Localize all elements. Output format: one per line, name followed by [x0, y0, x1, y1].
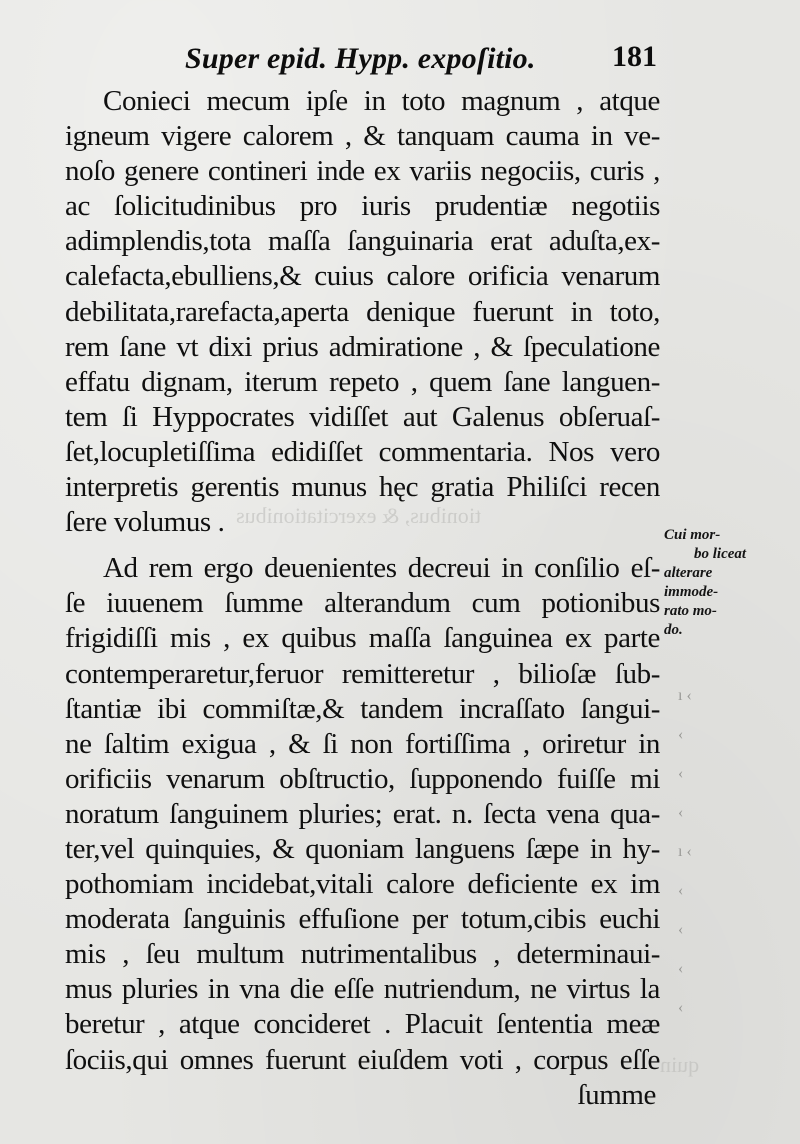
text-line: pothomiam incidebat,vitali calore deficiente ex im — [65, 868, 660, 901]
text-line: ſociis,qui omnes fuerunt eiuſdem voti , corpus eſſe — [65, 1043, 660, 1076]
marginal-note-line: alterare — [664, 565, 713, 581]
text-line: orificiis venarum obſtructio, ſupponendo fuiſſe mi — [65, 762, 660, 795]
marginal-note-line: rato mo- — [664, 603, 717, 619]
text-line: mis , ſeu multum nutrimentalibus , determinaui- — [65, 938, 660, 971]
marginal-note-line: Cui mor- — [664, 527, 721, 543]
text-line: ne ſaltim exigua , & ſi non fortiſſima , oriretur in — [65, 727, 660, 760]
text-line: interpretis gerentis munus hęc gratia Philiſci recen — [65, 471, 660, 504]
text-line: mus pluries in vna die eſſe nutriendum, ne virtus la — [65, 973, 660, 1006]
text-line: ſe iuuenem ſumme alterandum cum potionibus — [65, 587, 660, 620]
page-number: 181 — [612, 40, 657, 73]
text-line: contemperaretur,feruor remitteretur , bilioſæ ſub- — [65, 657, 660, 690]
marginal-note-line: do. — [664, 622, 683, 638]
show-through-text: tionibus, & exercitationibus — [236, 503, 482, 528]
marginal-note-line: immode- — [664, 584, 719, 600]
marginal-note-line: bo liceat — [694, 546, 747, 562]
text-line: ſet,locupletiſſima edidiſſet commentaria. Nos vero — [65, 435, 660, 468]
text-line: noratum ſanguinem pluries; erat. n. ſecta vena qua- — [65, 797, 660, 830]
page-edge-marks: ı ‹ ‹ ‹ ‹ ı ‹ ‹ ‹ ‹ ‹ — [678, 687, 692, 1016]
text-line: noſo genere contineri inde ex variis negociis, curis , — [65, 155, 660, 188]
text-line: calefacta,ebulliens,& cuius calore orificia venarum — [65, 260, 660, 293]
text-line: rem ſane vt dixi prius admiratione , & ſpeculatione — [65, 330, 660, 363]
text-line: frigidiſſi mis , ex quibus maſſa ſanguinea ex parte — [65, 622, 660, 655]
text-line: moderata ſanguinis effuſione per totum,cibis euchi — [65, 903, 660, 936]
text-line: ter,vel quinquies, & quoniam languens ſæpe in hy- — [65, 832, 660, 865]
running-head: Super epid. Hypp. expoſitio. — [185, 42, 536, 75]
text-line: igneum vigere calorem , & tanquam cauma in ve- — [65, 120, 660, 153]
text-line: Conieci mecum ipſe in toto magnum , atque — [103, 85, 660, 117]
text-line: ac ſolicitudinibus pro iuris prudentiæ negotiis — [65, 190, 660, 223]
body-text — [65, 84, 660, 1113]
text-line: beretur , atque concideret . Placuit ſententia meæ — [65, 1008, 660, 1041]
text-line: adimplendis,tota maſſa ſanguinaria erat aduſta,ex- — [65, 225, 660, 258]
show-through-text: quin — [660, 1052, 700, 1077]
marginal-note — [664, 526, 774, 640]
text-line: effatu dignam, iterum repeto , quem ſane languen- — [65, 365, 660, 398]
text-line: Ad rem ergo deuenientes decreui in conſilio eſ- — [103, 552, 660, 585]
text-line: debilitata,rarefacta,aperta denique fuerunt in toto, — [65, 295, 660, 328]
text-line: ſtantiæ ibi commiſtæ,& tandem incraſſato ſangui- — [65, 692, 660, 725]
text-line: ſere volumus . — [65, 506, 225, 539]
text-line: tem ſi Hyppocrates vidiſſet aut Galenus obſeruaſ- — [65, 400, 660, 433]
catchword: ſumme — [577, 1078, 656, 1111]
